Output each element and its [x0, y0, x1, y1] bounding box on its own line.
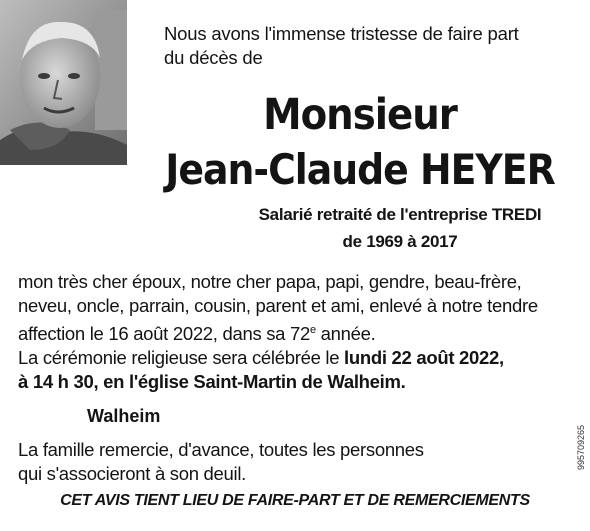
announcement-line-3-text: affection le 16 août 2022, dans sa 72: [18, 323, 310, 345]
ordinal-suffix: e: [310, 324, 316, 336]
thanks-paragraph: [18, 438, 578, 486]
ceremony-paragraph: [18, 346, 578, 394]
intro-line-2: du décès de: [164, 47, 263, 68]
thanks-line-2: qui s'associeront à son deuil.: [18, 463, 246, 484]
deceased-title: Monsieur: [263, 90, 457, 140]
portrait-image: [0, 0, 127, 165]
deceased-role: [230, 201, 570, 255]
intro-line-1: Nous avons l'immense tristesse de faire part: [164, 23, 519, 44]
deceased-name: Jean-Claude HEYER: [165, 145, 555, 194]
role-line-2: de 1969 à 2017: [342, 232, 458, 251]
footer-notice: CET AVIS TIENT LIEU DE FAIRE-PART ET DE REMERCIEMENTS: [60, 492, 530, 509]
ceremony-text: La cérémonie religieuse sera célébrée le: [18, 347, 345, 368]
ceremony-time-place: à 14 h 30, en l'église Saint-Martin de Walheim.: [18, 371, 406, 392]
role-line-1: Salarié retraité de l'entreprise TREDI: [258, 205, 542, 224]
place-name: Walheim: [87, 406, 161, 426]
announcement-line-2: neveu, oncle, parrain, cousin, parent et ami, enlevé à notre tendre: [18, 295, 538, 316]
ceremony-line-1: [18, 346, 578, 370]
announcement-line-3: [18, 318, 578, 346]
portrait-photo: [0, 0, 127, 165]
thanks-line-1: La famille remercie, d'avance, toutes les personnes: [18, 439, 424, 460]
reference-number: 995709265: [576, 424, 586, 470]
announcement-line-1: mon très cher époux, notre cher papa, papi, gendre, beau-frère,: [18, 271, 522, 292]
ceremony-date: lundi 22 août 2022,: [344, 347, 504, 368]
intro-text: [164, 22, 564, 70]
announcement-paragraph: [18, 270, 578, 346]
announcement-line-3-end: année.: [315, 323, 376, 345]
